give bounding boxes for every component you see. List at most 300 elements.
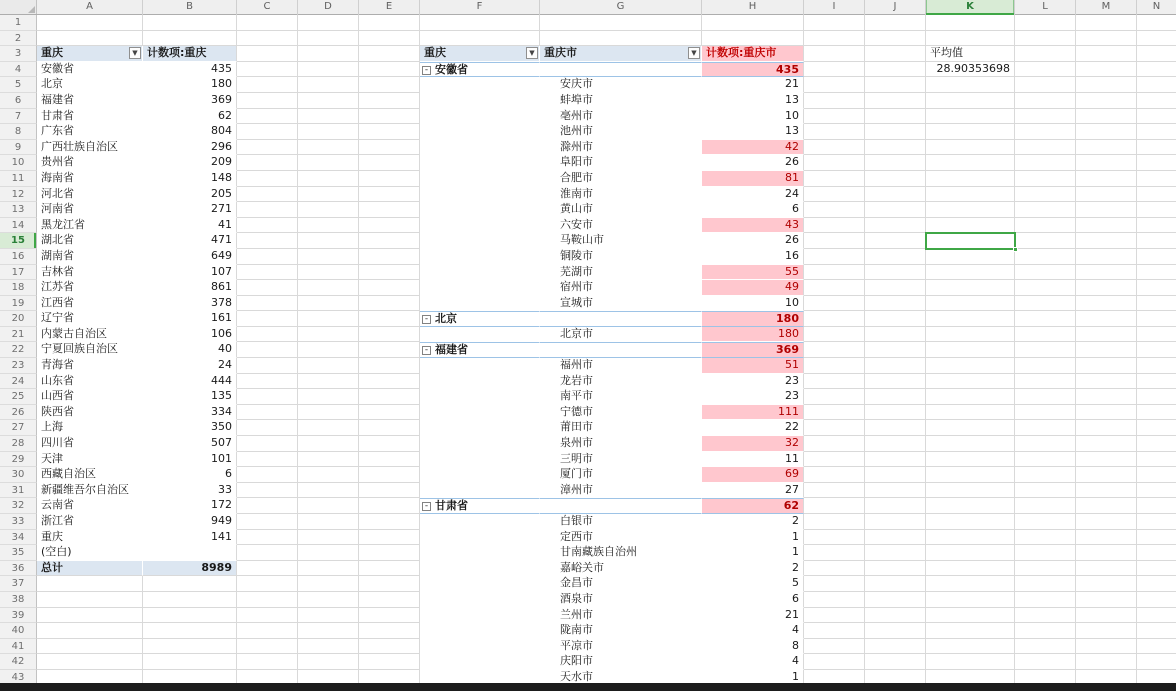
cell-D10[interactable] xyxy=(298,155,359,171)
cell-L23[interactable] xyxy=(1015,358,1076,374)
cell-E5[interactable] xyxy=(359,77,420,93)
cell-E28[interactable] xyxy=(359,436,420,452)
cell-D39[interactable] xyxy=(298,608,359,624)
cell-D23[interactable] xyxy=(298,358,359,374)
cell-J25[interactable] xyxy=(865,389,926,405)
cell-N29[interactable] xyxy=(1137,452,1176,468)
cell-E6[interactable] xyxy=(359,93,420,109)
collapse-icon[interactable]: - xyxy=(422,502,431,511)
cell-J21[interactable] xyxy=(865,327,926,343)
cell-L17[interactable] xyxy=(1015,265,1076,281)
cell-I34[interactable] xyxy=(804,530,865,546)
cell-M36[interactable] xyxy=(1076,561,1137,577)
right-pivot-city-name[interactable]: 池州市 xyxy=(540,124,702,140)
cell-J20[interactable] xyxy=(865,311,926,327)
cell-J28[interactable] xyxy=(865,436,926,452)
row-header-13[interactable]: 13 xyxy=(0,202,37,218)
cell-C33[interactable] xyxy=(237,514,298,530)
cell-C5[interactable] xyxy=(237,77,298,93)
cell-J26[interactable] xyxy=(865,405,926,421)
cell-C40[interactable] xyxy=(237,623,298,639)
right-pivot-group-total[interactable]: 435 xyxy=(702,62,804,78)
cell-J39[interactable] xyxy=(865,608,926,624)
cell-J32[interactable] xyxy=(865,498,926,514)
cell-J31[interactable] xyxy=(865,483,926,499)
cell-F23[interactable] xyxy=(420,358,540,374)
cell-N20[interactable] xyxy=(1137,311,1176,327)
cell-N32[interactable] xyxy=(1137,498,1176,514)
right-pivot-city-count[interactable]: 69 xyxy=(702,467,804,483)
column-header-K[interactable]: K xyxy=(926,0,1015,15)
cell-M3[interactable] xyxy=(1076,46,1137,62)
right-pivot-city-name[interactable]: 陇南市 xyxy=(540,623,702,639)
cell-C26[interactable] xyxy=(237,405,298,421)
left-pivot-count-14[interactable]: 41 xyxy=(143,218,237,234)
cell-H1[interactable] xyxy=(702,15,804,31)
cell-J7[interactable] xyxy=(865,109,926,125)
cell-D36[interactable] xyxy=(298,561,359,577)
cell-I30[interactable] xyxy=(804,467,865,483)
left-pivot-count-26[interactable]: 334 xyxy=(143,405,237,421)
left-pivot-count-33[interactable]: 949 xyxy=(143,514,237,530)
cell-J16[interactable] xyxy=(865,249,926,265)
cell-M28[interactable] xyxy=(1076,436,1137,452)
cell-L3[interactable] xyxy=(1015,46,1076,62)
cell-C16[interactable] xyxy=(237,249,298,265)
left-pivot-province-10[interactable]: 贵州省 xyxy=(37,155,143,171)
cell-F33[interactable] xyxy=(420,514,540,530)
cell-K40[interactable] xyxy=(926,623,1015,639)
cell-J2[interactable] xyxy=(865,31,926,47)
cell-A42[interactable] xyxy=(37,654,143,670)
cell-F18[interactable] xyxy=(420,280,540,296)
cell-I17[interactable] xyxy=(804,265,865,281)
cell-M4[interactable] xyxy=(1076,62,1137,78)
cell-N1[interactable] xyxy=(1137,15,1176,31)
cell-L34[interactable] xyxy=(1015,530,1076,546)
column-header-E[interactable]: E xyxy=(359,0,420,15)
right-pivot-city-count[interactable]: 1 xyxy=(702,545,804,561)
cell-L21[interactable] xyxy=(1015,327,1076,343)
column-header-D[interactable]: D xyxy=(298,0,359,15)
cell-C10[interactable] xyxy=(237,155,298,171)
cell-K23[interactable] xyxy=(926,358,1015,374)
cell-D7[interactable] xyxy=(298,109,359,125)
row-header-9[interactable]: 9 xyxy=(0,140,37,156)
right-pivot-city-name[interactable]: 安庆市 xyxy=(540,77,702,93)
cell-K6[interactable] xyxy=(926,93,1015,109)
cell-I2[interactable] xyxy=(804,31,865,47)
row-header-17[interactable]: 17 xyxy=(0,265,37,281)
cell-E16[interactable] xyxy=(359,249,420,265)
cell-F17[interactable] xyxy=(420,265,540,281)
cell-E14[interactable] xyxy=(359,218,420,234)
row-header-28[interactable]: 28 xyxy=(0,436,37,452)
right-pivot-city-count[interactable]: 43 xyxy=(702,218,804,234)
right-pivot-city-count[interactable]: 1 xyxy=(702,530,804,546)
cell-C15[interactable] xyxy=(237,233,298,249)
cell-D11[interactable] xyxy=(298,171,359,187)
cell-I5[interactable] xyxy=(804,77,865,93)
cell-K5[interactable] xyxy=(926,77,1015,93)
right-pivot-city-count[interactable]: 49 xyxy=(702,280,804,296)
cell-I33[interactable] xyxy=(804,514,865,530)
cell-E35[interactable] xyxy=(359,545,420,561)
cell-C8[interactable] xyxy=(237,124,298,140)
cell-F4[interactable] xyxy=(420,62,540,78)
cell-K16[interactable] xyxy=(926,249,1015,265)
right-pivot-city-name[interactable]: 金昌市 xyxy=(540,576,702,592)
cell-F41[interactable] xyxy=(420,639,540,655)
left-pivot-province-13[interactable]: 河南省 xyxy=(37,202,143,218)
column-header-G[interactable]: G xyxy=(540,0,702,15)
right-pivot-city-name[interactable]: 马鞍山市 xyxy=(540,233,702,249)
left-pivot-province-33[interactable]: 浙江省 xyxy=(37,514,143,530)
cell-K28[interactable] xyxy=(926,436,1015,452)
cell-D40[interactable] xyxy=(298,623,359,639)
cell-D15[interactable] xyxy=(298,233,359,249)
cell-I8[interactable] xyxy=(804,124,865,140)
cell-N13[interactable] xyxy=(1137,202,1176,218)
cell-K10[interactable] xyxy=(926,155,1015,171)
cell-E8[interactable] xyxy=(359,124,420,140)
right-pivot-city-name[interactable]: 漳州市 xyxy=(540,483,702,499)
right-pivot-city-name[interactable]: 宣城市 xyxy=(540,296,702,312)
cell-L11[interactable] xyxy=(1015,171,1076,187)
cell-B3[interactable]: 计数项:重庆 xyxy=(143,46,237,62)
cell-J11[interactable] xyxy=(865,171,926,187)
cell-F31[interactable] xyxy=(420,483,540,499)
cell-B40[interactable] xyxy=(143,623,237,639)
cell-L10[interactable] xyxy=(1015,155,1076,171)
cell-G32[interactable] xyxy=(540,498,702,514)
cell-J36[interactable] xyxy=(865,561,926,577)
row-header-18[interactable]: 18 xyxy=(0,280,37,296)
cell-M27[interactable] xyxy=(1076,420,1137,436)
cell-N27[interactable] xyxy=(1137,420,1176,436)
cell-C27[interactable] xyxy=(237,420,298,436)
cell-M8[interactable] xyxy=(1076,124,1137,140)
cell-L5[interactable] xyxy=(1015,77,1076,93)
column-header-J[interactable]: J xyxy=(865,0,926,15)
cell-C39[interactable] xyxy=(237,608,298,624)
cell-L1[interactable] xyxy=(1015,15,1076,31)
row-header-11[interactable]: 11 xyxy=(0,171,37,187)
cell-J37[interactable] xyxy=(865,576,926,592)
cell-E3[interactable] xyxy=(359,46,420,62)
row-header-21[interactable]: 21 xyxy=(0,327,37,343)
cell-C2[interactable] xyxy=(237,31,298,47)
left-pivot-province-6[interactable]: 福建省 xyxy=(37,93,143,109)
select-all-corner[interactable] xyxy=(0,0,37,14)
cell-E17[interactable] xyxy=(359,265,420,281)
cell-I22[interactable] xyxy=(804,342,865,358)
cell-E32[interactable] xyxy=(359,498,420,514)
right-pivot-city-name[interactable]: 六安市 xyxy=(540,218,702,234)
cell-I26[interactable] xyxy=(804,405,865,421)
right-pivot-city-name[interactable]: 亳州市 xyxy=(540,109,702,125)
right-pivot-city-name[interactable]: 平凉市 xyxy=(540,639,702,655)
cell-K39[interactable] xyxy=(926,608,1015,624)
left-pivot-province-30[interactable]: 西藏自治区 xyxy=(37,467,143,483)
cell-L8[interactable] xyxy=(1015,124,1076,140)
cell-L6[interactable] xyxy=(1015,93,1076,109)
cell-N12[interactable] xyxy=(1137,187,1176,203)
row-header-36[interactable]: 36 xyxy=(0,561,37,577)
cell-I1[interactable] xyxy=(804,15,865,31)
cell-D35[interactable] xyxy=(298,545,359,561)
cell-K7[interactable] xyxy=(926,109,1015,125)
cell-C32[interactable] xyxy=(237,498,298,514)
cell-D22[interactable] xyxy=(298,342,359,358)
cell-I40[interactable] xyxy=(804,623,865,639)
cell-G22[interactable] xyxy=(540,342,702,358)
left-pivot-grand-total-label[interactable]: 总计 xyxy=(37,561,143,577)
right-pivot-city-count[interactable]: 24 xyxy=(702,187,804,203)
cell-A37[interactable] xyxy=(37,576,143,592)
cell-C3[interactable] xyxy=(237,46,298,62)
cell-F16[interactable] xyxy=(420,249,540,265)
cell-N26[interactable] xyxy=(1137,405,1176,421)
right-pivot-city-count[interactable]: 23 xyxy=(702,374,804,390)
cell-N15[interactable] xyxy=(1137,233,1176,249)
cell-D30[interactable] xyxy=(298,467,359,483)
cell-E20[interactable] xyxy=(359,311,420,327)
row-header-38[interactable]: 38 xyxy=(0,592,37,608)
cell-N9[interactable] xyxy=(1137,140,1176,156)
left-pivot-count-11[interactable]: 148 xyxy=(143,171,237,187)
right-pivot-city-name[interactable]: 淮南市 xyxy=(540,187,702,203)
cell-D32[interactable] xyxy=(298,498,359,514)
cell-J22[interactable] xyxy=(865,342,926,358)
left-pivot-count-31[interactable]: 33 xyxy=(143,483,237,499)
cell-M6[interactable] xyxy=(1076,93,1137,109)
right-pivot-group-total[interactable]: 180 xyxy=(702,311,804,327)
cell-M18[interactable] xyxy=(1076,280,1137,296)
cell-N7[interactable] xyxy=(1137,109,1176,125)
left-pivot-province-26[interactable]: 陕西省 xyxy=(37,405,143,421)
left-pivot-blank-row[interactable]: (空白) xyxy=(37,545,143,561)
cell-F28[interactable] xyxy=(420,436,540,452)
left-pivot-province-25[interactable]: 山西省 xyxy=(37,389,143,405)
cell-M5[interactable] xyxy=(1076,77,1137,93)
right-pivot-city-name[interactable]: 泉州市 xyxy=(540,436,702,452)
right-pivot-city-count[interactable]: 1 xyxy=(702,670,804,686)
cell-N4[interactable] xyxy=(1137,62,1176,78)
cell-C6[interactable] xyxy=(237,93,298,109)
cell-J23[interactable] xyxy=(865,358,926,374)
left-pivot-count-29[interactable]: 101 xyxy=(143,452,237,468)
right-pivot-city-name[interactable]: 宿州市 xyxy=(540,280,702,296)
cell-K20[interactable] xyxy=(926,311,1015,327)
cell-D38[interactable] xyxy=(298,592,359,608)
left-pivot-province-22[interactable]: 宁夏回族自治区 xyxy=(37,342,143,358)
row-header-4[interactable]: 4 xyxy=(0,62,37,78)
cell-E4[interactable] xyxy=(359,62,420,78)
right-pivot-city-name[interactable]: 庆阳市 xyxy=(540,654,702,670)
left-pivot-province-20[interactable]: 辽宁省 xyxy=(37,311,143,327)
right-pivot-city-count[interactable]: 13 xyxy=(702,93,804,109)
left-pivot-count-5[interactable]: 180 xyxy=(143,77,237,93)
cell-N6[interactable] xyxy=(1137,93,1176,109)
cell-K33[interactable] xyxy=(926,514,1015,530)
cell-M31[interactable] xyxy=(1076,483,1137,499)
cell-E25[interactable] xyxy=(359,389,420,405)
row-header-25[interactable]: 25 xyxy=(0,389,37,405)
right-pivot-city-name[interactable]: 定西市 xyxy=(540,530,702,546)
left-pivot-province-11[interactable]: 海南省 xyxy=(37,171,143,187)
right-pivot-city-count[interactable]: 10 xyxy=(702,109,804,125)
cell-C4[interactable] xyxy=(237,62,298,78)
cell-D19[interactable] xyxy=(298,296,359,312)
cell-J40[interactable] xyxy=(865,623,926,639)
cell-F2[interactable] xyxy=(420,31,540,47)
left-pivot-count-12[interactable]: 205 xyxy=(143,187,237,203)
cell-L2[interactable] xyxy=(1015,31,1076,47)
right-pivot-city-count[interactable]: 4 xyxy=(702,654,804,670)
row-header-42[interactable]: 42 xyxy=(0,654,37,670)
cell-D24[interactable] xyxy=(298,374,359,390)
cell-L27[interactable] xyxy=(1015,420,1076,436)
right-pivot-city-name[interactable]: 嘉峪关市 xyxy=(540,561,702,577)
cell-C38[interactable] xyxy=(237,592,298,608)
cell-D33[interactable] xyxy=(298,514,359,530)
cell-C41[interactable] xyxy=(237,639,298,655)
row-header-10[interactable]: 10 xyxy=(0,155,37,171)
cell-K1[interactable] xyxy=(926,15,1015,31)
cell-C14[interactable] xyxy=(237,218,298,234)
cell-M9[interactable] xyxy=(1076,140,1137,156)
cell-N42[interactable] xyxy=(1137,654,1176,670)
cell-N35[interactable] xyxy=(1137,545,1176,561)
cell-D29[interactable] xyxy=(298,452,359,468)
cell-L20[interactable] xyxy=(1015,311,1076,327)
cell-J13[interactable] xyxy=(865,202,926,218)
cell-I39[interactable] xyxy=(804,608,865,624)
cell-L35[interactable] xyxy=(1015,545,1076,561)
row-header-33[interactable]: 33 xyxy=(0,514,37,530)
cell-F42[interactable] xyxy=(420,654,540,670)
cell-M22[interactable] xyxy=(1076,342,1137,358)
cell-C12[interactable] xyxy=(237,187,298,203)
cell-I4[interactable] xyxy=(804,62,865,78)
left-pivot-count-8[interactable]: 804 xyxy=(143,124,237,140)
cell-J42[interactable] xyxy=(865,654,926,670)
left-pivot-province-12[interactable]: 河北省 xyxy=(37,187,143,203)
cell-N10[interactable] xyxy=(1137,155,1176,171)
cell-M32[interactable] xyxy=(1076,498,1137,514)
cell-K19[interactable] xyxy=(926,296,1015,312)
cell-E37[interactable] xyxy=(359,576,420,592)
column-header-C[interactable]: C xyxy=(237,0,298,15)
cell-D34[interactable] xyxy=(298,530,359,546)
right-pivot-city-count[interactable]: 2 xyxy=(702,561,804,577)
right-pivot-city-count[interactable]: 21 xyxy=(702,77,804,93)
right-pivot-city-name[interactable]: 莆田市 xyxy=(540,420,702,436)
column-header-I[interactable]: I xyxy=(804,0,865,15)
cell-N31[interactable] xyxy=(1137,483,1176,499)
cell-M25[interactable] xyxy=(1076,389,1137,405)
cell-M29[interactable] xyxy=(1076,452,1137,468)
cell-F25[interactable] xyxy=(420,389,540,405)
cell-L38[interactable] xyxy=(1015,592,1076,608)
average-label[interactable]: 平均值 xyxy=(926,46,1015,62)
right-pivot-city-count[interactable]: 51 xyxy=(702,358,804,374)
cell-B37[interactable] xyxy=(143,576,237,592)
cell-F3[interactable] xyxy=(420,46,540,62)
right-pivot-province-filter-icon[interactable]: ▼ xyxy=(526,47,538,59)
cell-L29[interactable] xyxy=(1015,452,1076,468)
cell-D2[interactable] xyxy=(298,31,359,47)
right-pivot-city-count[interactable]: 81 xyxy=(702,171,804,187)
cell-E1[interactable] xyxy=(359,15,420,31)
cell-M30[interactable] xyxy=(1076,467,1137,483)
right-pivot-city-name[interactable]: 北京市 xyxy=(540,327,702,343)
cell-G20[interactable] xyxy=(540,311,702,327)
cell-F40[interactable] xyxy=(420,623,540,639)
cell-A2[interactable] xyxy=(37,31,143,47)
cell-I16[interactable] xyxy=(804,249,865,265)
cell-N18[interactable] xyxy=(1137,280,1176,296)
right-pivot-city-count[interactable]: 6 xyxy=(702,202,804,218)
cell-C21[interactable] xyxy=(237,327,298,343)
cell-J19[interactable] xyxy=(865,296,926,312)
cell-K9[interactable] xyxy=(926,140,1015,156)
cell-E39[interactable] xyxy=(359,608,420,624)
right-pivot-city-count[interactable]: 5 xyxy=(702,576,804,592)
cell-L28[interactable] xyxy=(1015,436,1076,452)
cell-C19[interactable] xyxy=(237,296,298,312)
cell-C20[interactable] xyxy=(237,311,298,327)
column-header-B[interactable]: B xyxy=(143,0,237,15)
row-header-29[interactable]: 29 xyxy=(0,452,37,468)
column-header-N[interactable]: N xyxy=(1137,0,1176,15)
cell-F38[interactable] xyxy=(420,592,540,608)
left-pivot-filter-icon[interactable]: ▼ xyxy=(129,47,141,59)
cell-C30[interactable] xyxy=(237,467,298,483)
cell-F10[interactable] xyxy=(420,155,540,171)
cell-L42[interactable] xyxy=(1015,654,1076,670)
cell-F5[interactable] xyxy=(420,77,540,93)
cell-K24[interactable] xyxy=(926,374,1015,390)
left-pivot-province-14[interactable]: 黑龙江省 xyxy=(37,218,143,234)
cell-F1[interactable] xyxy=(420,15,540,31)
cell-A1[interactable] xyxy=(37,15,143,31)
cell-F7[interactable] xyxy=(420,109,540,125)
left-pivot-province-16[interactable]: 湖南省 xyxy=(37,249,143,265)
row-header-5[interactable]: 5 xyxy=(0,77,37,93)
cell-E26[interactable] xyxy=(359,405,420,421)
cell-J10[interactable] xyxy=(865,155,926,171)
cell-I31[interactable] xyxy=(804,483,865,499)
right-pivot-city-name[interactable]: 龙岩市 xyxy=(540,374,702,390)
cell-N2[interactable] xyxy=(1137,31,1176,47)
cell-I28[interactable] xyxy=(804,436,865,452)
cell-C22[interactable] xyxy=(237,342,298,358)
right-pivot-city-name[interactable]: 芜湖市 xyxy=(540,265,702,281)
cell-L40[interactable] xyxy=(1015,623,1076,639)
cell-J18[interactable] xyxy=(865,280,926,296)
cell-K38[interactable] xyxy=(926,592,1015,608)
right-pivot-city-count[interactable]: 16 xyxy=(702,249,804,265)
left-pivot-province-21[interactable]: 内蒙古自治区 xyxy=(37,327,143,343)
row-header-34[interactable]: 34 xyxy=(0,530,37,546)
cell-L36[interactable] xyxy=(1015,561,1076,577)
left-pivot-province-9[interactable]: 广西壮族自治区 xyxy=(37,140,143,156)
right-pivot-city-name[interactable]: 福州市 xyxy=(540,358,702,374)
cell-F24[interactable] xyxy=(420,374,540,390)
left-pivot-province-17[interactable]: 吉林省 xyxy=(37,265,143,281)
